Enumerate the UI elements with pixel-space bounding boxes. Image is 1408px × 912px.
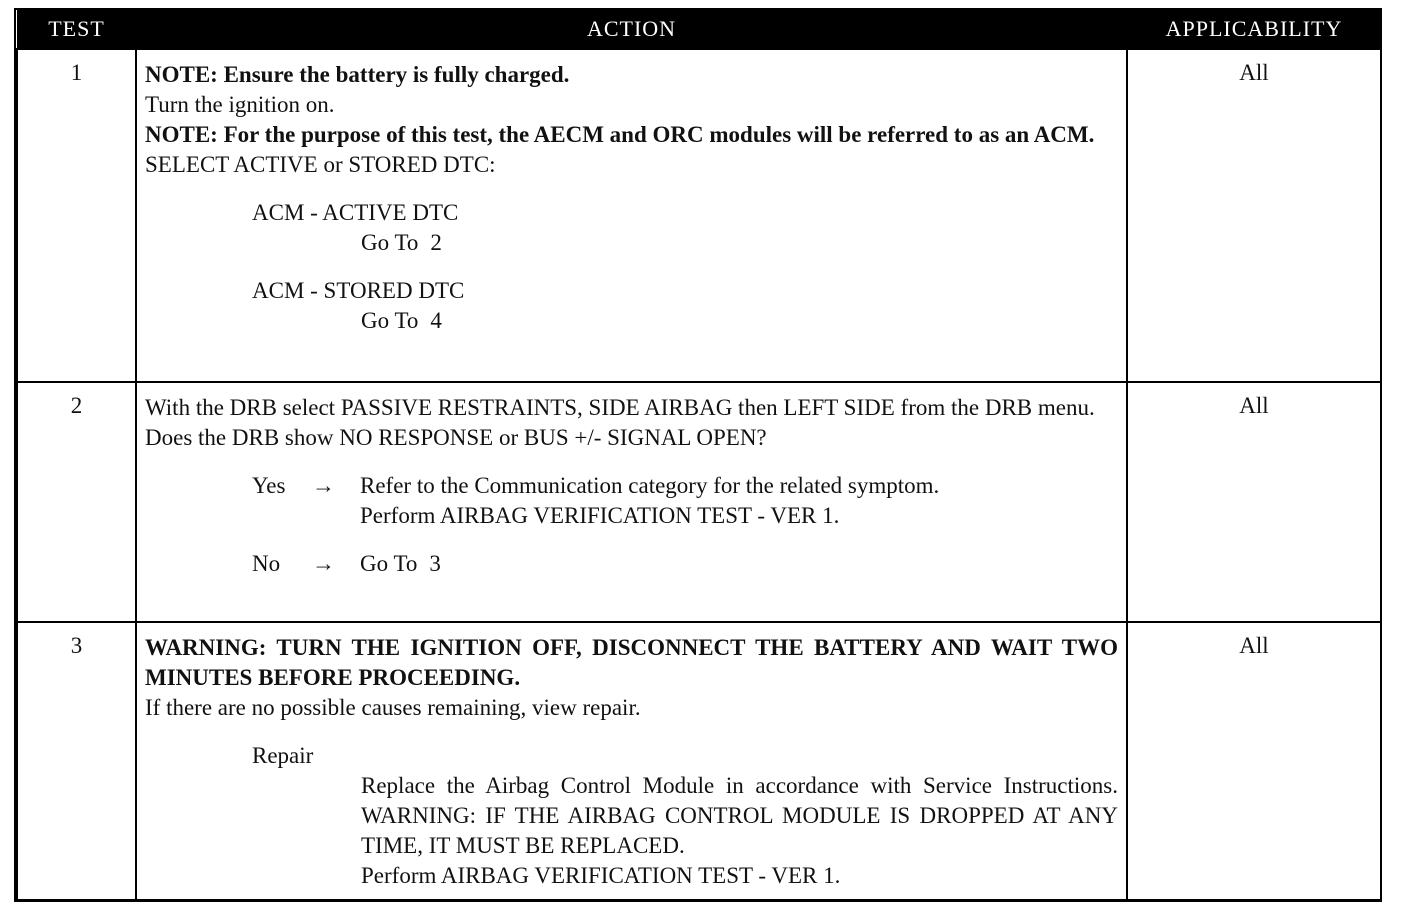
table-row — [17, 382, 1381, 622]
instruction-text: SELECT ACTIVE or STORED DTC: — [145, 152, 496, 177]
applicability-value: All — [1127, 49, 1381, 382]
goto-target: 4 — [430, 308, 442, 333]
applicability-value: All — [1127, 382, 1381, 622]
test-number: 2 — [17, 382, 136, 622]
diagnostic-table-frame — [14, 8, 1382, 902]
note-text: NOTE: Ensure the battery is fully charged. — [145, 62, 570, 87]
header-action: ACTION — [136, 10, 1127, 49]
choice-label: Yes — [252, 473, 286, 498]
action-cell — [136, 382, 1127, 622]
repair-text: Replace the Airbag Control Module in accordance with Service Instructions. WARNING: IF THE AIRBAG CONTROL MODULE IS DROPPED AT ANY TIME, IT MUST BE REPLACED. — [361, 773, 1118, 858]
question-text: Does the DRB show NO RESPONSE or BUS +/- SIGNAL OPEN? — [145, 425, 767, 450]
goto-target: 2 — [430, 230, 442, 255]
choice-text — [360, 471, 1118, 531]
instruction-text: Turn the ignition on. — [145, 92, 335, 117]
choice-label: No — [252, 551, 281, 576]
goto-text: Go To — [361, 230, 419, 255]
header-applicability: APPLICABILITY — [1127, 10, 1381, 49]
applicability-value: All — [1127, 622, 1381, 900]
goto-text: Go To — [361, 308, 419, 333]
goto-text: Go To — [360, 551, 418, 576]
warning-text: WARNING: TURN THE IGNITION OFF, DISCONNECT THE BATTERY AND WAIT TWO MINUTES BEFORE PROCEEDING. — [145, 635, 1118, 690]
instruction-text: With the DRB select PASSIVE RESTRAINTS, SIDE AIRBAG then LEFT SIDE from the DRB menu. — [145, 395, 1095, 420]
goto-target: 3 — [429, 551, 441, 576]
arrow-right-icon: → — [312, 551, 335, 576]
action-cell — [136, 622, 1127, 900]
repair-text: Perform AIRBAG VERIFICATION TEST - VER 1. — [361, 863, 841, 888]
table-row — [17, 622, 1381, 900]
choice-no[interactable] — [145, 549, 1118, 579]
goto-link[interactable] — [145, 306, 1118, 336]
instruction-text: If there are no possible causes remaining, view repair. — [145, 695, 641, 720]
choice-text-line: Refer to the Communication category for the related symptom. — [360, 473, 940, 498]
option-label: ACM - ACTIVE DTC — [252, 200, 459, 225]
test-number: 1 — [17, 49, 136, 382]
diagnostic-test-table — [16, 10, 1382, 901]
table-header-row — [17, 10, 1381, 49]
header-test: TEST — [17, 10, 136, 49]
note-text: NOTE: For the purpose of this test, the AECM and ORC modules will be referred to as an ACM. — [145, 122, 1095, 147]
test-number: 3 — [17, 622, 136, 900]
choice-yes[interactable] — [145, 471, 1118, 531]
arrow-right-icon: → — [312, 473, 335, 498]
choice-text-line: Perform AIRBAG VERIFICATION TEST - VER 1. — [360, 503, 840, 528]
goto-link[interactable] — [145, 228, 1118, 258]
choice-text — [360, 549, 1118, 579]
table-row — [17, 49, 1381, 382]
option-label: ACM - STORED DTC — [252, 278, 465, 303]
action-cell — [136, 49, 1127, 382]
repair-label: Repair — [252, 743, 314, 768]
